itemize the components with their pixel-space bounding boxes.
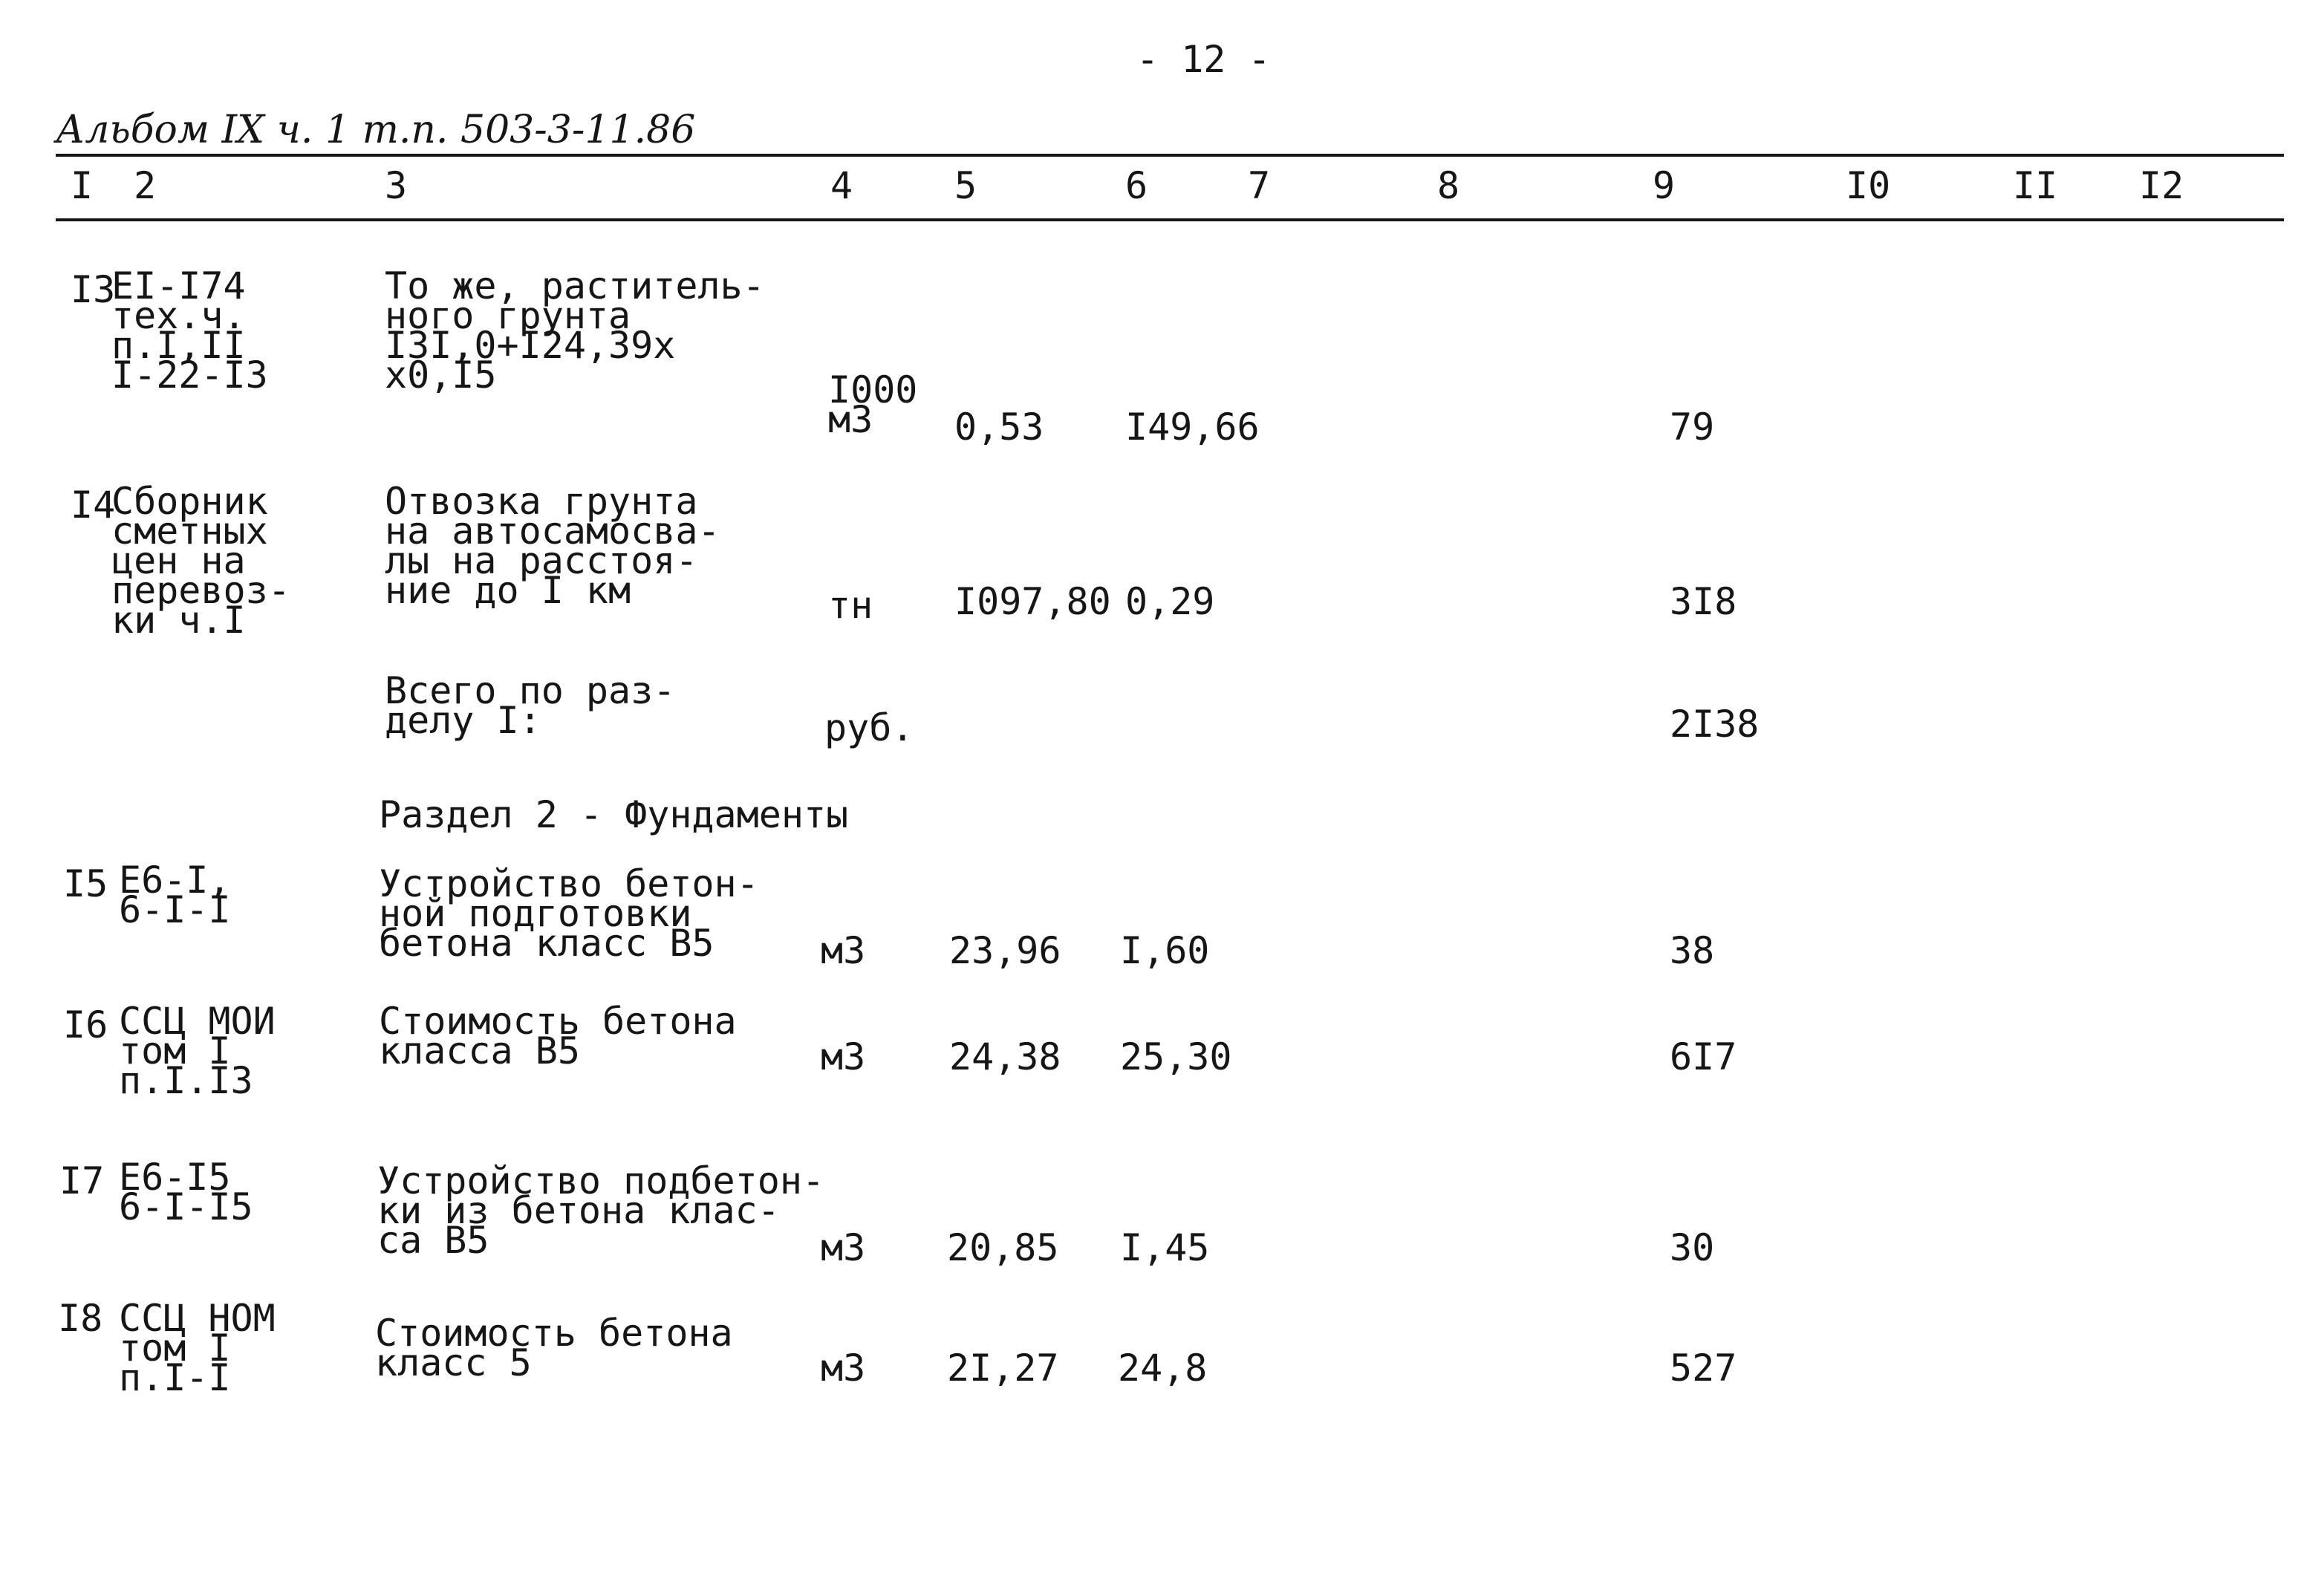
col-header-7: 7 bbox=[1248, 164, 1271, 207]
row-quantity: 25,30 bbox=[1120, 1035, 1232, 1078]
row-description: Всего по раз- делу I: bbox=[385, 669, 676, 742]
col-header-6: 6 bbox=[1125, 164, 1148, 207]
col-header-5: 5 bbox=[954, 164, 977, 207]
row-price: 0,53 bbox=[954, 406, 1044, 449]
row-description: Устройство бетон- ной подготовки бетона класс В5 bbox=[379, 862, 759, 965]
row-number: I3 bbox=[71, 268, 116, 311]
col-header-12: I2 bbox=[2139, 164, 2184, 207]
row-price: 24,38 bbox=[949, 1035, 1061, 1078]
row-total: 38 bbox=[1670, 929, 1715, 972]
section-title: Раздел 2 - Фундаменты bbox=[379, 793, 849, 836]
row-unit: м3 bbox=[821, 1035, 866, 1078]
row-code: E6-I, 6-I-I bbox=[119, 859, 231, 931]
row-total: 527 bbox=[1670, 1347, 1737, 1390]
col-header-10: I0 bbox=[1846, 164, 1891, 207]
col-header-9: 9 bbox=[1653, 164, 1676, 207]
row-code: Сборник сметных цен на перевоз- ки ч.I bbox=[111, 480, 290, 642]
row-number: I8 bbox=[58, 1297, 103, 1340]
row-description: Устройство подбетон- ки из бетона клас- са В5 bbox=[377, 1159, 825, 1262]
row-description: То же, раститель- ного грунта I3I,0+I24,39х х0,I5 bbox=[385, 264, 765, 397]
row-unit: м3 bbox=[821, 929, 866, 972]
row-unit: тн bbox=[828, 584, 873, 627]
row-quantity: I,45 bbox=[1120, 1226, 1210, 1269]
row-unit: I000 м3 bbox=[828, 368, 918, 441]
row-code: EI-I74 тех.ч. п.I,II I-22-I3 bbox=[111, 264, 268, 397]
row-price: 20,85 bbox=[947, 1226, 1059, 1269]
album-reference: Альбом IX ч. 1 т.п. 503-3-11.86 bbox=[56, 108, 696, 152]
row-total: 79 bbox=[1670, 406, 1715, 449]
col-header-1: I bbox=[71, 164, 94, 207]
header-top-rule bbox=[56, 154, 2284, 157]
row-total: 30 bbox=[1670, 1226, 1715, 1269]
col-header-2: 2 bbox=[134, 164, 157, 207]
row-number: I4 bbox=[71, 484, 116, 527]
row-total: 3I8 bbox=[1670, 580, 1737, 623]
row-number: I5 bbox=[63, 862, 108, 905]
row-unit: руб. bbox=[824, 706, 914, 749]
row-description: Стоимость бетона класс 5 bbox=[375, 1312, 733, 1384]
col-header-11: II bbox=[2013, 164, 2058, 207]
row-quantity: I49,66 bbox=[1125, 406, 1260, 449]
row-code: ССЦ НОМ том I п.I-I bbox=[119, 1297, 276, 1399]
row-unit: м3 bbox=[821, 1226, 866, 1269]
row-description: Отвозка грунта на автосамосва- лы на расстоя- ние до I км bbox=[385, 480, 720, 612]
row-price: 2I,27 bbox=[947, 1347, 1059, 1390]
row-price: 23,96 bbox=[949, 929, 1061, 972]
row-total: 2I38 bbox=[1670, 703, 1760, 746]
row-quantity: 24,8 bbox=[1118, 1347, 1208, 1390]
row-total: 6I7 bbox=[1670, 1035, 1737, 1078]
row-code: ССЦ МОИ том I п.I.I3 bbox=[119, 1000, 276, 1102]
page-number: - 12 - bbox=[1136, 38, 1271, 81]
header-bottom-rule bbox=[56, 218, 2284, 221]
col-header-4: 4 bbox=[830, 164, 853, 207]
row-description: Стоимость бетона класса В5 bbox=[379, 1000, 737, 1072]
row-unit: м3 bbox=[821, 1347, 866, 1390]
row-quantity: I,60 bbox=[1120, 929, 1210, 972]
row-number: I6 bbox=[63, 1003, 108, 1046]
col-header-3: 3 bbox=[385, 164, 408, 207]
row-price: I097,80 bbox=[954, 580, 1111, 623]
col-header-8: 8 bbox=[1437, 164, 1460, 207]
row-code: E6-I5 6-I-I5 bbox=[119, 1156, 253, 1228]
row-number: I7 bbox=[59, 1159, 105, 1202]
row-quantity: 0,29 bbox=[1125, 580, 1215, 623]
